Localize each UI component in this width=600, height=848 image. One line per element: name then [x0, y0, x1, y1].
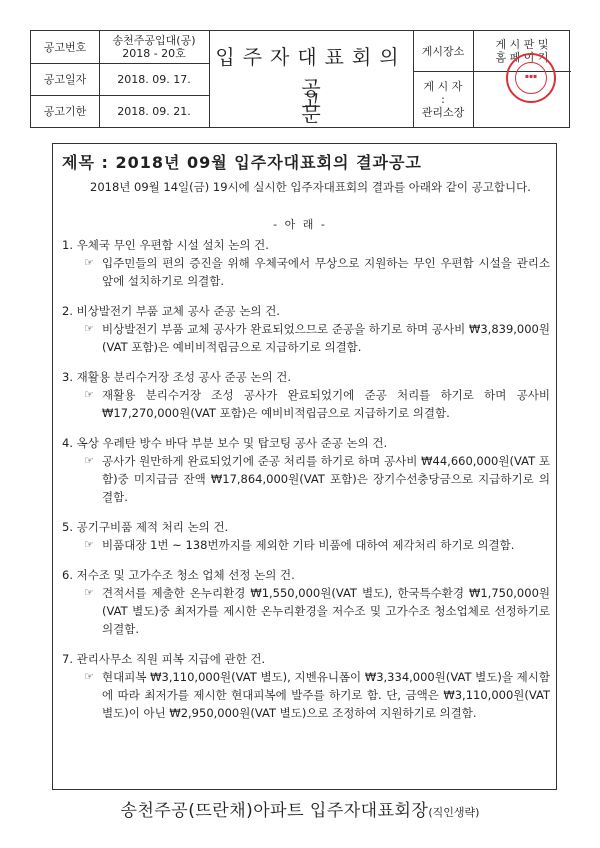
notice-header-table — [30, 30, 570, 128]
list-item — [62, 518, 550, 554]
list-item — [62, 368, 550, 422]
list-item — [62, 650, 550, 722]
notice-intro: 2018년 09월 14일(금) 19시에 실시한 입주자대표회의 결과를 아래와 같이 공고합니다. — [90, 180, 531, 194]
item-title: 2. 비상발전기 부품 교체 공사 준공 논의 건. — [62, 304, 280, 318]
value-notice-deadline: 2018. 09. 21. — [117, 104, 191, 118]
pointing-hand-icon: ☞ — [84, 538, 94, 551]
label-notice-date: 공고일자 — [43, 72, 87, 86]
label-poster: 게 시 자 : 관리소장 — [421, 79, 465, 119]
pointing-hand-icon: ☞ — [84, 454, 94, 467]
pointing-hand-icon: ☞ — [84, 322, 94, 335]
official-seal-icon: ▪▪▪ — [506, 53, 556, 103]
item-body: 공사가 원만하게 완료되었기에 준공 처리를 하기로 하며 공사비 ₩44,660,000원(VAT 포함)중 미지급금 잔액 ₩17,864,000원(VAT 포함)은 장기수선충당금으로 지급하기로 의결함. — [102, 454, 550, 504]
item-title: 4. 옥상 우레탄 방수 바닥 부분 보수 및 탑코팅 공사 준공 논의 건. — [62, 436, 388, 450]
header-title-line1: 입주자대표회의 — [215, 44, 407, 69]
item-body: 현대피복 ₩3,110,000원(VAT 별도), 지벤유니폼이 ₩3,334,000원(VAT 별도)을 제시함에 따라 최저가를 제시한 현대피복에 발주를 하기로 함. 단, 금액은 ₩3,110,000원(VAT 별도)이 아닌 ₩2,950,000원(VAT 별도)으로 조정하여 지원하기로 의결함. — [102, 670, 550, 720]
list-item — [62, 566, 550, 638]
value-notice-date: 2018. 09. 17. — [117, 72, 191, 86]
notice-items-list — [62, 236, 550, 734]
label-notice-number: 공고번호 — [43, 40, 87, 54]
label-notice-deadline: 공고기한 — [43, 104, 87, 118]
pointing-hand-icon: ☞ — [84, 586, 94, 599]
notice-ah-separator: - 아 래 - — [273, 218, 327, 231]
item-title: 5. 공기구비품 제적 처리 논의 건. — [62, 520, 229, 534]
list-item — [62, 236, 550, 290]
item-body: 입주민들의 편의 증진을 위해 우체국에서 무상으로 지원하는 무인 우편함 시설을 관리소 앞에 설치하기로 의결함. — [102, 256, 550, 288]
item-body: 비상발전기 부품 교체 공사가 완료되었으므로 준공을 하기로 하며 공사비 ₩3,839,000원(VAT 포함)은 예비비적립금으로 지급하기로 의결함. — [102, 322, 550, 354]
signature-line — [0, 796, 600, 821]
list-item — [62, 302, 550, 356]
seal-omitted-note: (직인생략) — [428, 806, 480, 819]
item-body: 견적서를 제출한 온누리환경 ₩1,550,000원(VAT 별도), 한국특수환경 ₩1,750,000원(VAT 별도)중 최저가를 제시한 온누리환경을 저수조 및 고가수조 청소업체로 선정하기로 의결함. — [102, 586, 550, 636]
signature-text: 송천주공(뜨란채)아파트 입주자대표회장 — [120, 801, 429, 821]
list-item — [62, 434, 550, 506]
notice-title: 제목 : 2018년 09월 입주자대표회의 결과공고 — [62, 153, 422, 172]
pointing-hand-icon: ☞ — [84, 670, 94, 683]
label-posting-place: 게시장소 — [421, 44, 465, 58]
pointing-hand-icon: ☞ — [84, 256, 94, 269]
value-notice-number: 송천주공입대(공) 2018 - 20호 — [112, 34, 196, 60]
item-body: 비품대장 1번 ~ 138번까지를 제외한 기타 비품에 대하여 제각처리 하기로 의결함. — [102, 538, 515, 552]
value-posting-place: 게 시 판 및 홈 페 이 지 — [495, 38, 549, 64]
item-body: 재활용 분리수거장 조성 공사가 완료되었기에 준공 처리를 하기로 하며 공사비 ₩17,270,000원(VAT 포함)은 예비비적립금으로 지급하기로 의결함. — [102, 388, 550, 420]
item-title: 6. 저수조 및 고가수조 청소 업체 선정 논의 건. — [62, 568, 295, 582]
item-title: 1. 우체국 무인 우편함 시설 설치 논의 건. — [62, 238, 269, 252]
item-title: 3. 재활용 분리수거장 조성 공사 준공 논의 건. — [62, 370, 292, 384]
item-title: 7. 관리사무소 직원 피복 지급에 관한 건. — [62, 652, 266, 666]
header-title-line2: 공고문 — [301, 75, 377, 126]
pointing-hand-icon: ☞ — [84, 388, 94, 401]
